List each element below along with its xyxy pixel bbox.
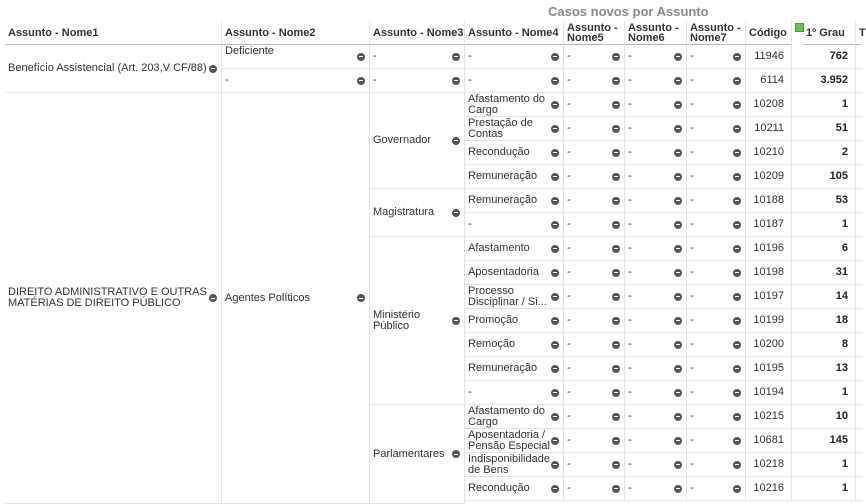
- collapse-icon[interactable]: [674, 461, 682, 469]
- cell-n5[interactable]: -: [564, 45, 625, 69]
- cell-n7[interactable]: -: [687, 429, 746, 453]
- cell-truncated: [856, 189, 862, 213]
- cell-truncated: [856, 237, 862, 261]
- cell-n7[interactable]: -: [687, 237, 746, 261]
- collapse-icon[interactable]: [733, 341, 741, 349]
- collapse-icon[interactable]: [551, 197, 559, 205]
- header-truncated[interactable]: T: [856, 21, 862, 45]
- collapse-icon[interactable]: [674, 197, 682, 205]
- nome2-cell[interactable]: -: [222, 69, 370, 93]
- collapse-icon[interactable]: [733, 389, 741, 397]
- cell-codigo[interactable]: 10194: [746, 381, 792, 405]
- table-title-bar: [0, 4, 862, 21]
- cell-n6[interactable]: -: [625, 429, 687, 453]
- cell-truncated: [856, 333, 862, 357]
- cell-n5[interactable]: -: [564, 141, 625, 165]
- cell-n6[interactable]: -: [625, 405, 687, 429]
- collapse-icon[interactable]: [674, 317, 682, 325]
- collapse-icon[interactable]: [612, 461, 620, 469]
- cell-grau[interactable]: 14: [792, 285, 856, 309]
- cell-n4[interactable]: Remuneração: [465, 357, 564, 381]
- collapse-icon[interactable]: [551, 221, 559, 229]
- collapse-icon[interactable]: [733, 437, 741, 445]
- cell-n7[interactable]: -: [687, 141, 746, 165]
- nome3-cell[interactable]: Magistratura: [370, 189, 465, 237]
- collapse-icon[interactable]: [612, 341, 620, 349]
- collapse-icon[interactable]: [551, 413, 559, 421]
- cell-codigo[interactable]: 10211: [746, 117, 792, 141]
- nome3-cell[interactable]: Ministério Público: [370, 237, 465, 405]
- cell-codigo[interactable]: 10200: [746, 333, 792, 357]
- cell-truncated: [856, 381, 862, 405]
- cell-codigo[interactable]: 10198: [746, 261, 792, 285]
- collapse-icon[interactable]: [452, 450, 460, 458]
- collapse-icon[interactable]: [733, 77, 741, 85]
- collapse-icon[interactable]: [452, 77, 460, 85]
- collapse-icon[interactable]: [733, 197, 741, 205]
- cell-n7[interactable]: -: [687, 213, 746, 237]
- cell-truncated: [856, 261, 862, 285]
- cell-codigo[interactable]: 11946: [746, 45, 792, 69]
- cell-n6[interactable]: -: [625, 453, 687, 477]
- collapse-icon[interactable]: [551, 485, 559, 493]
- cell-grau[interactable]: 6: [792, 237, 856, 261]
- cell-n4[interactable]: Remuneração: [465, 165, 564, 189]
- cell-truncated: [856, 69, 862, 93]
- cell-grau[interactable]: 105: [792, 165, 856, 189]
- collapse-icon[interactable]: [733, 101, 741, 109]
- collapse-icon[interactable]: [674, 53, 682, 61]
- collapse-icon[interactable]: [674, 341, 682, 349]
- collapse-icon[interactable]: [551, 101, 559, 109]
- collapse-icon[interactable]: [612, 53, 620, 61]
- cell-n4[interactable]: Recondução: [465, 141, 564, 165]
- cell-codigo[interactable]: 10210: [746, 141, 792, 165]
- cell-n5[interactable]: -: [564, 285, 625, 309]
- cell-n4[interactable]: Remuneração: [465, 189, 564, 213]
- cell-n7[interactable]: -: [687, 477, 746, 501]
- cell-grau[interactable]: 145: [792, 429, 856, 453]
- cell-n6[interactable]: -: [625, 213, 687, 237]
- cell-n6[interactable]: -: [625, 69, 687, 93]
- cell-n5[interactable]: -: [564, 477, 625, 501]
- cell-n5[interactable]: -: [564, 261, 625, 285]
- collapse-icon[interactable]: [674, 389, 682, 397]
- cell-grau[interactable]: 1: [792, 453, 856, 477]
- cell-n5[interactable]: -: [564, 381, 625, 405]
- collapse-icon[interactable]: [551, 269, 559, 277]
- cell-grau[interactable]: 1: [792, 477, 856, 501]
- collapse-icon[interactable]: [612, 389, 620, 397]
- cell-n7[interactable]: -: [687, 357, 746, 381]
- cell-n6[interactable]: -: [625, 309, 687, 333]
- cell-n6[interactable]: -: [625, 477, 687, 501]
- collapse-icon[interactable]: [452, 317, 460, 325]
- header-nome1[interactable]: Assunto - Nome1: [5, 21, 222, 45]
- cell-truncated: [856, 45, 862, 69]
- header-nome5[interactable]: Assunto - Nome5: [564, 21, 625, 45]
- cell-n5[interactable]: -: [564, 93, 625, 117]
- cell-codigo[interactable]: 10681: [746, 429, 792, 453]
- collapse-icon[interactable]: [674, 437, 682, 445]
- cell-grau[interactable]: 1: [792, 381, 856, 405]
- cell-codigo[interactable]: 10197: [746, 285, 792, 309]
- collapse-icon[interactable]: [551, 317, 559, 325]
- cell-n4[interactable]: Afastamento: [465, 237, 564, 261]
- collapse-icon[interactable]: [551, 77, 559, 85]
- cell-n6[interactable]: -: [625, 261, 687, 285]
- cell-n4[interactable]: Promoção: [465, 309, 564, 333]
- cell-n4[interactable]: Remoção: [465, 333, 564, 357]
- cell-n4[interactable]: Prestação de Contas: [465, 117, 564, 141]
- collapse-icon[interactable]: [733, 485, 741, 493]
- collapse-icon[interactable]: [674, 269, 682, 277]
- cell-n5[interactable]: -: [564, 117, 625, 141]
- collapse-icon[interactable]: [612, 221, 620, 229]
- header-nome3[interactable]: Assunto - Nome3: [370, 21, 465, 45]
- header-1-grau[interactable]: 1º Grau: [803, 21, 856, 45]
- cell-grau[interactable]: 13: [792, 357, 856, 381]
- cell-truncated: [856, 285, 862, 309]
- cell-n5[interactable]: -: [564, 165, 625, 189]
- collapse-icon[interactable]: [209, 294, 217, 302]
- nome1-cell[interactable]: DIREITO ADMINISTRATIVO E OUTRAS MATÉRIAS DE DIREITO PÚBLICO: [5, 93, 222, 504]
- table-title: Casos novos por Assunto: [548, 4, 709, 19]
- cell-grau[interactable]: 762: [792, 45, 856, 69]
- collapse-icon[interactable]: [674, 293, 682, 301]
- cell-n5[interactable]: -: [564, 429, 625, 453]
- collapse-icon[interactable]: [612, 293, 620, 301]
- collapse-icon[interactable]: [733, 125, 741, 133]
- collapse-icon[interactable]: [357, 77, 365, 85]
- cell-n6[interactable]: -: [625, 117, 687, 141]
- collapse-icon[interactable]: [551, 53, 559, 61]
- collapse-icon[interactable]: [733, 317, 741, 325]
- cell-truncated: [856, 429, 862, 453]
- cell-grau[interactable]: 2: [792, 141, 856, 165]
- cell-n7[interactable]: -: [687, 261, 746, 285]
- cell-n7[interactable]: -: [687, 381, 746, 405]
- collapse-icon[interactable]: [612, 125, 620, 133]
- collapse-icon[interactable]: [733, 269, 741, 277]
- cell-n6[interactable]: -: [625, 189, 687, 213]
- collapse-icon[interactable]: [733, 53, 741, 61]
- cell-truncated: [856, 453, 862, 477]
- collapse-icon[interactable]: [674, 221, 682, 229]
- cell-n7[interactable]: -: [687, 453, 746, 477]
- cell-n7[interactable]: -: [687, 93, 746, 117]
- nome3-cell[interactable]: Governador: [370, 93, 465, 189]
- collapse-icon[interactable]: [612, 173, 620, 181]
- cell-n6[interactable]: -: [625, 381, 687, 405]
- collapse-icon[interactable]: [733, 413, 741, 421]
- cell-n4[interactable]: Recondução: [465, 477, 564, 501]
- collapse-icon[interactable]: [674, 125, 682, 133]
- collapse-icon[interactable]: [674, 245, 682, 253]
- collapse-icon[interactable]: [674, 101, 682, 109]
- collapse-icon[interactable]: [551, 389, 559, 397]
- collapse-icon[interactable]: [209, 65, 217, 73]
- cell-n4[interactable]: Processo Disciplinar / Si...: [465, 285, 564, 309]
- cell-grau[interactable]: 1: [792, 93, 856, 117]
- cell-codigo[interactable]: 10209: [746, 165, 792, 189]
- cell-n4[interactable]: Aposentadoria / Pensão Especial: [465, 429, 564, 453]
- cell-n4[interactable]: Aposentadoria: [465, 261, 564, 285]
- collapse-icon[interactable]: [733, 365, 741, 373]
- cell-grau[interactable]: 3.952: [792, 69, 856, 93]
- cell-truncated: [856, 213, 862, 237]
- cell-truncated: [856, 117, 862, 141]
- collapse-icon[interactable]: [733, 173, 741, 181]
- header-nome2[interactable]: Assunto - Nome2: [222, 21, 370, 45]
- header-nome6[interactable]: Assunto - Nome6: [625, 21, 687, 45]
- collapse-icon[interactable]: [452, 209, 460, 217]
- cell-n7[interactable]: -: [687, 45, 746, 69]
- collapse-icon[interactable]: [612, 269, 620, 277]
- cell-n6[interactable]: -: [625, 333, 687, 357]
- nome3-cell[interactable]: Parlamentares: [370, 405, 465, 504]
- collapse-icon[interactable]: [551, 245, 559, 253]
- cell-n4[interactable]: -: [465, 213, 564, 237]
- cell-truncated: [856, 93, 862, 117]
- cell-grau[interactable]: 10: [792, 405, 856, 429]
- cell-truncated: [856, 405, 862, 429]
- cell-n6[interactable]: -: [625, 93, 687, 117]
- cell-codigo[interactable]: 10196: [746, 237, 792, 261]
- cell-n4[interactable]: -: [465, 69, 564, 93]
- collapse-icon[interactable]: [733, 245, 741, 253]
- collapse-icon[interactable]: [452, 137, 460, 145]
- cell-codigo[interactable]: 10187: [746, 213, 792, 237]
- cell-codigo[interactable]: 10199: [746, 309, 792, 333]
- header-codigo[interactable]: Código: [746, 21, 792, 45]
- collapse-icon[interactable]: [551, 365, 559, 373]
- collapse-icon[interactable]: [612, 365, 620, 373]
- cell-n6[interactable]: -: [625, 141, 687, 165]
- cell-n6[interactable]: -: [625, 165, 687, 189]
- collapse-icon[interactable]: [551, 461, 559, 469]
- cell-truncated: [856, 477, 862, 501]
- collapse-icon[interactable]: [674, 365, 682, 373]
- collapse-icon[interactable]: [612, 245, 620, 253]
- cell-n6[interactable]: -: [625, 237, 687, 261]
- nome2-cell[interactable]: Agentes Políticos: [222, 93, 370, 504]
- cell-grau[interactable]: 8: [792, 333, 856, 357]
- collapse-icon[interactable]: [612, 317, 620, 325]
- cell-n4[interactable]: Afastamento do Cargo: [465, 93, 564, 117]
- cell-n5[interactable]: -: [564, 309, 625, 333]
- header-nome4[interactable]: Assunto - Nome4: [465, 21, 564, 45]
- cell-n7[interactable]: -: [687, 189, 746, 213]
- collapse-icon[interactable]: [612, 437, 620, 445]
- cell-n5[interactable]: -: [564, 237, 625, 261]
- cell-n7[interactable]: -: [687, 333, 746, 357]
- cell-grau[interactable]: 51: [792, 117, 856, 141]
- cell-n4[interactable]: -: [465, 381, 564, 405]
- collapse-icon[interactable]: [612, 149, 620, 157]
- cell-grau[interactable]: 53: [792, 189, 856, 213]
- cell-n5[interactable]: -: [564, 405, 625, 429]
- cell-grau[interactable]: 18: [792, 309, 856, 333]
- collapse-icon[interactable]: [612, 197, 620, 205]
- collapse-icon[interactable]: [551, 173, 559, 181]
- collapse-icon[interactable]: [612, 485, 620, 493]
- collapse-icon[interactable]: [357, 294, 365, 302]
- cell-n7[interactable]: -: [687, 309, 746, 333]
- collapse-icon[interactable]: [733, 461, 741, 469]
- cell-codigo[interactable]: 10218: [746, 453, 792, 477]
- collapse-icon[interactable]: [612, 101, 620, 109]
- cell-n5[interactable]: -: [564, 333, 625, 357]
- cell-codigo[interactable]: 6114: [746, 69, 792, 93]
- cell-truncated: [856, 357, 862, 381]
- cell-codigo[interactable]: 10208: [746, 93, 792, 117]
- collapse-icon[interactable]: [733, 293, 741, 301]
- collapse-icon[interactable]: [612, 77, 620, 85]
- collapse-icon[interactable]: [674, 77, 682, 85]
- collapse-icon[interactable]: [733, 221, 741, 229]
- cell-n6[interactable]: -: [625, 45, 687, 69]
- cell-truncated: [856, 309, 862, 333]
- collapse-icon[interactable]: [674, 173, 682, 181]
- cell-truncated: [856, 141, 862, 165]
- cell-n5[interactable]: -: [564, 189, 625, 213]
- cell-codigo[interactable]: 10188: [746, 189, 792, 213]
- collapse-icon[interactable]: [551, 437, 559, 445]
- cell-truncated: [856, 165, 862, 189]
- collapse-icon[interactable]: [551, 125, 559, 133]
- cell-n4[interactable]: Indisponibilidade de Bens: [465, 453, 564, 477]
- cell-codigo[interactable]: 10195: [746, 357, 792, 381]
- collapse-icon[interactable]: [551, 341, 559, 349]
- cell-n6[interactable]: -: [625, 285, 687, 309]
- cell-grau[interactable]: 1: [792, 213, 856, 237]
- nome1-cell[interactable]: Benefício Assistencial (Art. 203,V CF/88): [5, 45, 222, 93]
- nome2-cell[interactable]: Deficiente: [222, 45, 370, 69]
- nome3-cell[interactable]: -: [370, 69, 465, 93]
- collapse-icon[interactable]: [733, 149, 741, 157]
- collapse-icon[interactable]: [551, 149, 559, 157]
- cell-n7[interactable]: -: [687, 165, 746, 189]
- cell-n4[interactable]: -: [465, 45, 564, 69]
- cell-n6[interactable]: -: [625, 357, 687, 381]
- cell-n4[interactable]: Afastamento do Cargo: [465, 405, 564, 429]
- collapse-icon[interactable]: [674, 413, 682, 421]
- cell-n5[interactable]: -: [564, 213, 625, 237]
- header-nome7[interactable]: Assunto - Nome7: [687, 21, 746, 45]
- cell-n5[interactable]: -: [564, 357, 625, 381]
- collapse-icon[interactable]: [357, 53, 365, 61]
- collapse-icon[interactable]: [612, 413, 620, 421]
- cell-n7[interactable]: -: [687, 69, 746, 93]
- collapse-icon[interactable]: [674, 485, 682, 493]
- cell-n7[interactable]: -: [687, 405, 746, 429]
- cell-n5[interactable]: -: [564, 69, 625, 93]
- cell-n7[interactable]: -: [687, 285, 746, 309]
- collapse-icon[interactable]: [551, 293, 559, 301]
- collapse-icon[interactable]: [674, 149, 682, 157]
- cell-n7[interactable]: -: [687, 117, 746, 141]
- cell-codigo[interactable]: 10215: [746, 405, 792, 429]
- nome3-cell[interactable]: -: [370, 45, 465, 69]
- collapse-icon[interactable]: [452, 53, 460, 61]
- cell-n5[interactable]: -: [564, 453, 625, 477]
- cell-codigo[interactable]: 10216: [746, 477, 792, 501]
- cell-grau[interactable]: 31: [792, 261, 856, 285]
